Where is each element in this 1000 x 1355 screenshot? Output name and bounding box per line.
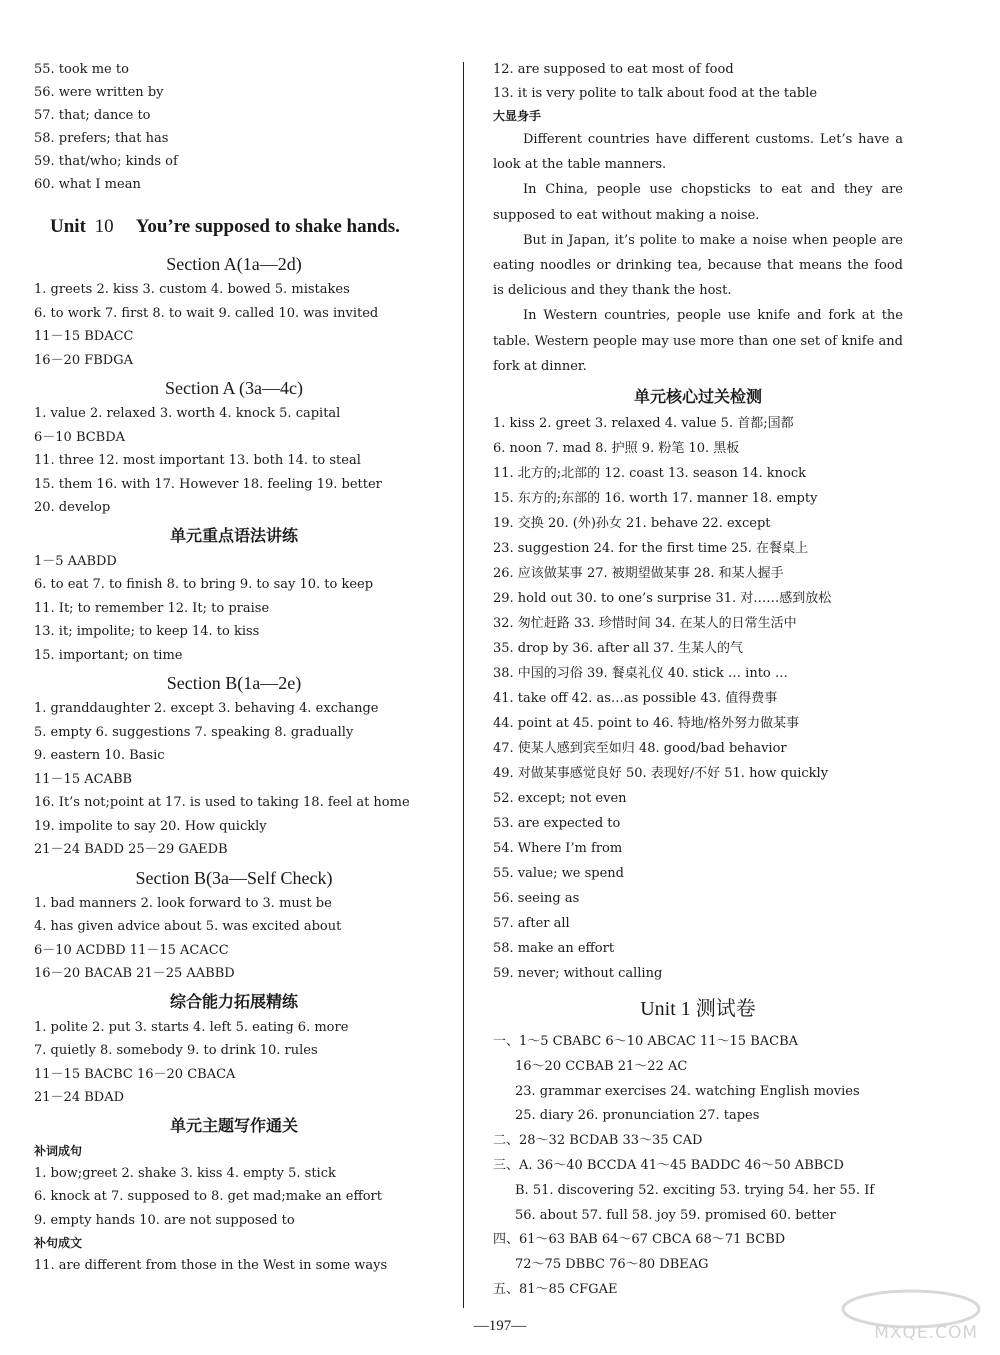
answer-line: 1. value 2. relaxed 3. worth 4. knock 5. capital [34, 406, 341, 421]
answer-line: 15. them 16. with 17. However 18. feeling 19. better [34, 476, 382, 492]
answer-line: 56. were written by [34, 85, 164, 100]
unit-prefix: Unit [50, 216, 86, 237]
answer-line: 13. it; impolite; to keep 14. to kiss [34, 624, 260, 639]
answer-line: 21－24 BDAD [34, 1090, 125, 1105]
answer-line: 四、61～63 BAB 64～67 CBCA 68～71 BCBD [493, 1232, 786, 1248]
answer-line: 6－10 BCBDA [34, 429, 126, 445]
answer-line: 6－10 ACDBD 11－15 ACACC [34, 942, 229, 958]
sample-essay [493, 127, 903, 379]
answer-line: 25. diary 26. pronunciation 27. tapes [515, 1108, 760, 1124]
unit-number: 10 [94, 216, 114, 237]
answer-line: 1. polite 2. put 3. starts 4. left 5. eating 6. more [34, 1019, 349, 1035]
section-heading: 综合能力拓展精练 [169, 991, 298, 1011]
answer-line: 29. hold out 30. to one’s surprise 31. 对……感到放松 [493, 591, 832, 607]
answer-line: 23. suggestion 24. for the first time 25. 在餐桌上 [493, 541, 809, 557]
answer-line: B. 51. discovering 52. exciting 53. trying 54. her 55. If [515, 1182, 875, 1198]
answer-line: 60. what I mean [34, 177, 141, 192]
answer-line: 11. 北方的;北部的 12. coast 13. season 14. knock [493, 466, 806, 482]
answer-line: 三、A. 36～40 BCCDA 41～45 BADDC 46～50 ABBCD [493, 1158, 844, 1174]
answer-line: 44. point at 45. point to 46. 特地/格外努力做某事 [493, 716, 800, 732]
answer-line: 15. important; on time [34, 647, 183, 663]
answer-line: 59. that/who; kinds of [34, 154, 178, 169]
answer-line: 6. to work 7. first 8. to wait 9. called 10. was invited [34, 305, 379, 321]
answer-line: 9. eastern 10. Basic [34, 748, 165, 763]
answer-line: 15. 东方的;东部的 16. worth 17. manner 18. empty [493, 491, 818, 507]
answer-line: 7. quietly 8. somebody 9. to drink 10. rules [34, 1043, 318, 1058]
answer-line: 19. impolite to say 20. How quickly [34, 818, 267, 834]
left-column [34, 58, 434, 1278]
section-heading: Section B(3a—Self Check) [135, 867, 333, 888]
test-title: Unit 1 测试卷 [640, 998, 756, 1021]
answer-line: 1. greets 2. kiss 3. custom 4. bowed 5. mistakes [34, 282, 350, 297]
answer-line: 23. grammar exercises 24. watching English movies [515, 1083, 860, 1099]
section-heading: 单元主题写作通关 [169, 1115, 298, 1135]
answer-line: 32. 匆忙赶路 33. 珍惜时间 34. 在某人的日常生活中 [493, 616, 797, 632]
answer-line: 72～75 DBBC 76～80 DBEAG [515, 1257, 709, 1273]
answer-line: 47. 使某人感到宾至如归 48. good/bad behavior [493, 741, 787, 757]
answer-line: 6. noon 7. mad 8. 护照 9. 粉笔 10. 黑板 [493, 441, 740, 457]
extension-answers [34, 1016, 434, 1110]
answer-line: 49. 对做某事感觉良好 50. 表现好/不好 51. how quickly [493, 766, 829, 782]
answer-line: 16～20 CCBAB 21～22 AC [515, 1058, 688, 1074]
watermark-logo [836, 1287, 986, 1347]
page-number: —197— [473, 1318, 527, 1334]
answer-line: 9. empty hands 10. are not supposed to [34, 1212, 295, 1228]
section-heading: 单元核心过关检测 [633, 387, 762, 407]
prev-answers-list [34, 58, 434, 196]
section-b2-answers [34, 892, 434, 986]
essay-paragraph: But in Japan, it’s polite to make a noise when people are eating noodles or drinking tea, because that means the food is delicious and they thank the host. [493, 232, 903, 299]
answer-line: 57. after all [493, 916, 570, 932]
test-answers [493, 1030, 903, 1303]
section-a2-answers [34, 402, 434, 520]
answer-line: 41. take off 42. as…as possible 43. 值得费事 [493, 691, 778, 707]
sub-label: 大显身手 [493, 109, 542, 123]
essay-paragraph: Different countries have different customs. Let’s have a look at the table manners. [493, 132, 903, 173]
answer-line: 55. value; we spend [493, 866, 624, 882]
essay-paragraph: In China, people use chopsticks to eat and they are supposed to eat without making a noise. [493, 182, 903, 223]
answer-line: 6. to eat 7. to finish 8. to bring 9. to say 10. to keep [34, 577, 374, 592]
answer-line: 12. are supposed to eat most of food [493, 62, 734, 77]
answer-line: 11. It; to remember 12. It; to praise [34, 600, 270, 616]
answer-line: 6. knock at 7. supposed to 8. get mad;make an effort [34, 1189, 382, 1204]
answer-line: 20. develop [34, 500, 111, 515]
answer-line: 52. except; not even [493, 791, 627, 807]
answer-line: 19. 交换 20. (外)孙女 21. behave 22. except [493, 516, 771, 532]
answer-line: 58. prefers; that has [34, 131, 169, 146]
column-divider [463, 62, 464, 1308]
right-column [493, 58, 903, 1303]
answer-line: 4. has given advice about 5. was excited about [34, 919, 342, 934]
section-heading: Section A (3a—4c) [165, 378, 303, 398]
answer-line: 1. granddaughter 2. except 3. behaving 4. exchange [34, 701, 379, 716]
answer-line: 13. it is very polite to talk about food at the table [493, 85, 818, 101]
answer-line: 53. are expected to [493, 816, 621, 832]
answer-line: 55. took me to [34, 62, 129, 77]
answer-line: 16. It’s not;point at 17. is used to taking 18. feel at home [34, 795, 410, 810]
answer-line: 16－20 BACAB 21－25 AABBD [34, 966, 235, 981]
answer-line: 59. never; without calling [493, 966, 663, 982]
answer-line: 5. empty 6. suggestions 7. speaking 8. gradually [34, 724, 354, 740]
section-heading: 单元重点语法讲练 [169, 525, 298, 545]
answer-line: 54. Where I’m from [493, 841, 623, 857]
answer-line: 21－24 BADD 25－29 GAEDB [34, 842, 228, 857]
unit-title [50, 216, 434, 238]
check-answers [493, 411, 903, 986]
answer-line: 1. bad manners 2. look forward to 3. must be [34, 895, 332, 911]
essay-paragraph: In Western countries, people use knife and fork at the table. Western people may use more than one set of knife and fork at dinner. [493, 308, 903, 374]
answer-line: 26. 应该做某事 27. 被期望做某事 28. 和某人握手 [493, 566, 784, 582]
writing-answers [34, 1140, 434, 1278]
answer-line: 1－5 AABDD [34, 553, 117, 569]
sub-label: 补句成文 [34, 1236, 83, 1250]
answer-line: 1. kiss 2. greet 3. relaxed 4. value 5. 首都;国都 [493, 416, 794, 432]
answer-line: 11－15 BDACC [34, 329, 134, 344]
section-b1-answers [34, 697, 434, 862]
answer-line: 16－20 FBDGA [34, 352, 133, 368]
unit-title-text: You’re supposed to shake hands. [135, 216, 400, 237]
writing-continued [493, 58, 903, 105]
section-heading: Section B(1a—2e) [166, 673, 302, 693]
answer-line: 一、1～5 CBABC 6～10 ABCAC 11～15 BACBA [493, 1034, 799, 1050]
sub-label: 补词成句 [34, 1143, 83, 1158]
answer-line: 1. bow;greet 2. shake 3. kiss 4. empty 5. stick [34, 1165, 336, 1181]
answer-line: 56. seeing as [493, 891, 580, 907]
answer-line: 35. drop by 36. after all 37. 生某人的气 [493, 641, 744, 657]
answer-line: 11. three 12. most important 13. both 14. to steal [34, 453, 361, 468]
grammar-answers [34, 550, 434, 668]
answer-line: 58. make an effort [493, 941, 615, 957]
answer-line: 二、28～32 BCDAB 33～35 CAD [493, 1133, 703, 1149]
section-a1-answers [34, 278, 434, 372]
answer-line: 11－15 BACBC 16－20 CBACA [34, 1066, 236, 1082]
watermark-text: MXQE.COM [874, 1323, 978, 1343]
answer-line: 57. that; dance to [34, 108, 151, 123]
answer-line: 11－15 ACABB [34, 771, 133, 787]
answer-line: 56. about 57. full 58. joy 59. promised 60. better [515, 1207, 836, 1223]
answer-line: 38. 中国的习俗 39. 餐桌礼仪 40. stick … into … [493, 666, 788, 682]
answer-line: 五、81～85 CFGAE [493, 1282, 618, 1297]
section-heading: Section A(1a—2d) [166, 254, 302, 274]
answer-line: 11. are different from those in the West in some ways [34, 1258, 388, 1273]
